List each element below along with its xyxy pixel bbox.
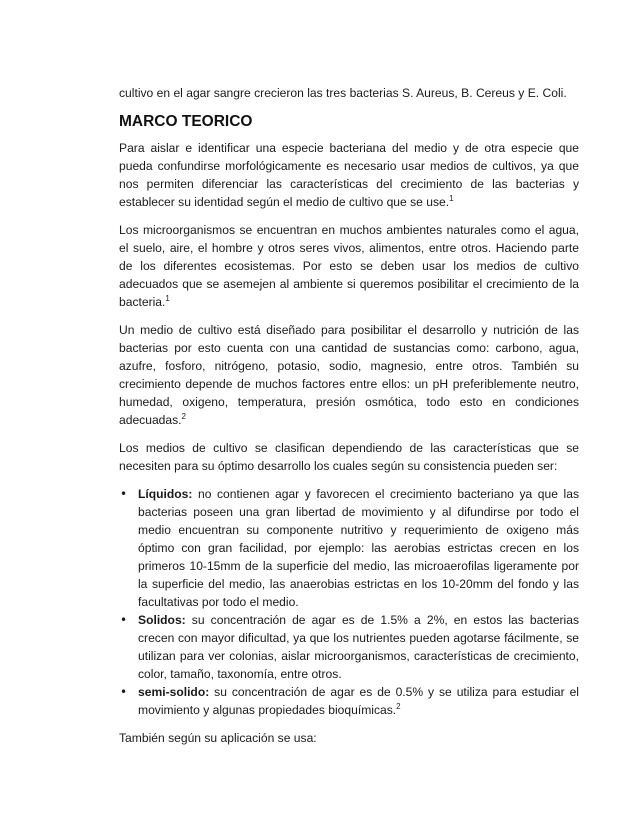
list-item-solidos — [119, 611, 579, 683]
paragraph-text: Un medio de cultivo está diseñado para posibilitar el desarrollo y nutrición de las bacterias por esto cuenta con una cantidad de sustancias como: carbono, agua, azufre, fosforo, nitrógeno, potasio, sodio, magnesio, entre otros. También su crecimiento depende de muchos factores entre ellos: un pH preferiblemente neutro, humedad, oxigeno, temperatura, presión osmótica, todo esto en condiciones adecuadas. — [119, 323, 579, 427]
list-item-text: no contienen agar y favorecen el crecimiento bacteriano ya que las bacterias poseen una gran libertad de movimiento y al difundirse por todo el medio encuentran su componente nutritivo y requerimiento de oxigeno más óptimo con gran facilidad, por ejemplo: las aerobias estrictas crecen en los primeros 10-15mm de la superficie del medio, las microaerofilas ligeramente por la superficie del medio, las anaerobias estrictas en los 10-20mm del fondo y las facultativas por todo el medio. — [138, 487, 579, 609]
list-item-text: su concentración de agar es de 0.5% y se utiliza para estudiar el movimiento y algunas propiedades bioquímicas. — [138, 685, 579, 717]
closing-paragraph: También según su aplicación se usa: — [119, 731, 317, 745]
paragraph-3 — [119, 321, 579, 429]
list-item-term: Líquidos: — [138, 487, 193, 501]
paragraph-4 — [119, 439, 579, 475]
list-item-text: su concentración de agar es de 1.5% a 2%, en estos las bacterias crecen con mayor dificultad, ya que los nutrientes pueden agotarse fácilmente, se utilizan para ver colonias, aislar microorganismos, características de crecimiento, color, tamaño, taxonomía, entre otros. — [138, 613, 579, 681]
bullet-icon: • — [120, 685, 128, 699]
reference-marker: 1 — [449, 194, 454, 203]
document-page — [119, 84, 579, 757]
intro-paragraph: cultivo en el agar sangre crecieron las tres bacterias S. Aureus, B. Cereus y E. Coli. — [119, 86, 567, 100]
reference-marker: 2 — [396, 702, 401, 711]
paragraph-text: Para aislar e identificar una especie bacteriana del medio y de otra especie que pueda confundirse morfológicamente es necesario usar medios de cultivos, ya que nos permiten diferenciar las características del crecimiento de las bacterias y establecer su identidad según el medio de cultivo que se use. — [119, 141, 579, 209]
reference-marker: 2 — [181, 412, 186, 421]
bullet-icon: • — [120, 487, 128, 501]
section-title: MARCO TEORICO — [119, 113, 253, 130]
list-item-term: semi-solido: — [138, 685, 210, 699]
bullet-list — [119, 485, 579, 719]
bullet-icon: • — [120, 613, 128, 627]
paragraph-text: Los microorganismos se encuentran en muchos ambientes naturales como el agua, el suelo, aire, el hombre y otros seres vivos, alimentos, entre otros. Haciendo parte de los diferentes ecosistemas. Por esto se deben usar los medios de cultivo adecuados que se asemejen al ambiente si queremos posibilitar el crecimiento de la bacteria. — [119, 223, 579, 309]
list-item-liquidos — [119, 485, 579, 611]
paragraph-1 — [119, 139, 579, 211]
list-item-term: Solidos: — [138, 613, 186, 627]
reference-marker: 1 — [165, 294, 170, 303]
paragraph-2 — [119, 221, 579, 311]
list-item-semi-solido — [119, 683, 579, 719]
paragraph-text: Los medios de cultivo se clasifican dependiendo de las características que se necesiten para su óptimo desarrollo los cuales según su consistencia pueden ser: — [119, 441, 579, 473]
